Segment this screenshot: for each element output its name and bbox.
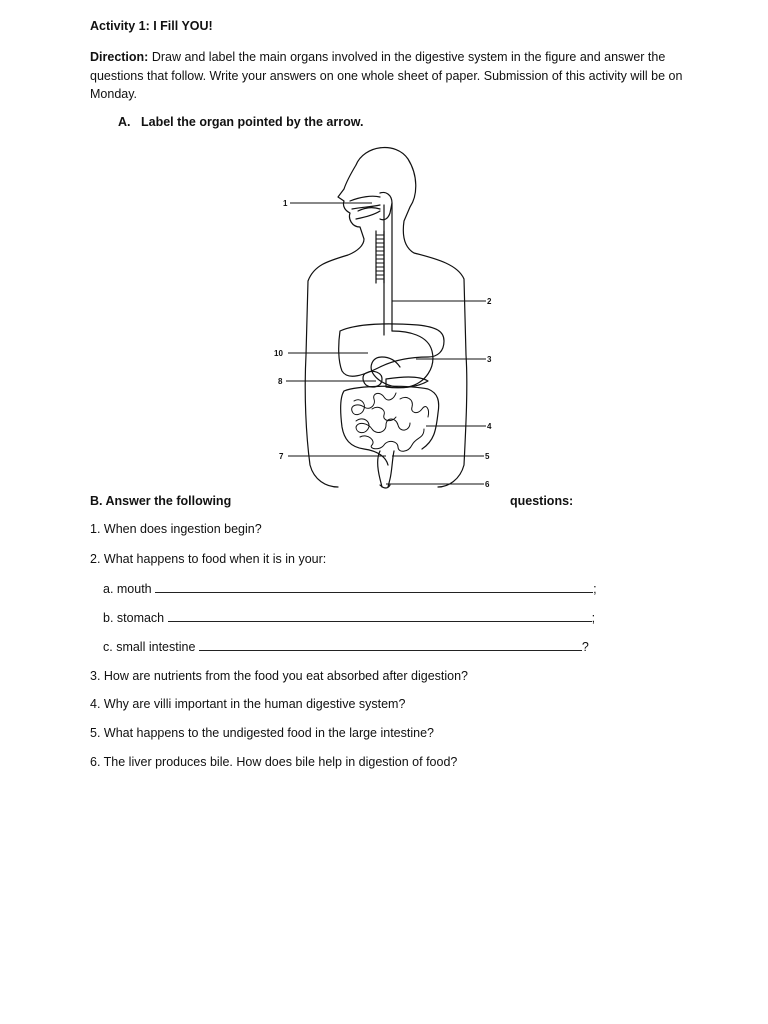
large-intestine — [341, 386, 439, 465]
figure-label-3: 3 — [487, 355, 492, 364]
figure-label-7: 7 — [279, 452, 284, 461]
section-a-text: Label the organ pointed by the arrow. — [141, 115, 364, 129]
direction-label: Direction: — [90, 50, 149, 64]
question-2c-end: ? — [581, 640, 589, 654]
direction-text: Draw and label the main organs involved in the digestive system in the figure and answer the questions that follow. Write your answers on one whole sheet of paper. Submission of this activity will be on Monday. — [90, 50, 683, 101]
question-2a-label: a. mouth — [103, 582, 152, 596]
figure-label-2: 2 — [487, 297, 492, 306]
small-intestine-coils — [352, 393, 429, 451]
answer-blank-2b — [168, 610, 592, 622]
question-2b-end: ; — [591, 611, 596, 625]
question-6: 6. The liver produces bile. How does bile help in digestion of food? — [90, 755, 458, 769]
question-5: 5. What happens to the undigested food in the large intestine? — [90, 726, 434, 740]
question-2b — [103, 610, 595, 625]
question-1: 1. When does ingestion begin? — [90, 522, 262, 536]
figure-label-4: 4 — [487, 422, 492, 431]
figure-label-5: 5 — [485, 452, 490, 461]
pharynx — [380, 192, 392, 219]
section-a-heading — [118, 115, 363, 129]
section-b-heading: B. Answer the following — [90, 494, 232, 508]
body-outline — [305, 148, 467, 487]
question-2b-label: b. stomach — [103, 611, 165, 625]
trachea-rings — [376, 235, 384, 279]
digestive-system-figure — [268, 135, 500, 493]
direction-paragraph — [90, 48, 685, 104]
answer-blank-2a — [155, 581, 593, 593]
answer-blank-2c — [199, 639, 582, 651]
question-2: 2. What happens to food when it is in your: — [90, 552, 327, 566]
section-a-letter: A. — [118, 115, 131, 129]
figure-label-1: 1 — [283, 199, 288, 208]
section-b-heading-end: questions: — [510, 494, 574, 508]
question-2c-label: c. small intestine — [103, 640, 196, 654]
figure-label-8: 8 — [278, 377, 283, 386]
esophagus — [384, 203, 392, 335]
question-3: 3. How are nutrients from the food you eat absorbed after digestion? — [90, 669, 469, 683]
liver — [339, 324, 444, 376]
figure-label-6: 6 — [485, 480, 490, 489]
question-2a — [103, 581, 597, 596]
figure-label-10: 10 — [274, 349, 283, 358]
question-2a-end: ; — [593, 582, 597, 596]
activity-title: Activity 1: I Fill YOU! — [90, 19, 213, 33]
question-2c — [103, 639, 589, 654]
question-4: 4. Why are villi important in the human digestive system? — [90, 697, 406, 711]
